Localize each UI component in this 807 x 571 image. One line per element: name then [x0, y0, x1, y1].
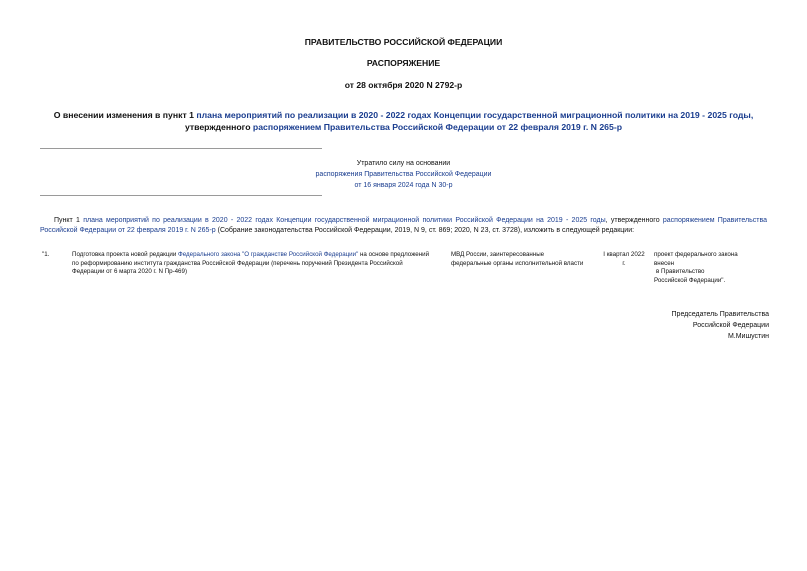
signature-block	[640, 309, 769, 342]
lost-force-link-2[interactable]: от 16 января 2024 года N 30-р	[354, 182, 453, 189]
row-term	[601, 251, 647, 268]
result-line3: в Правительство	[656, 268, 705, 276]
para-order-link[interactable]: распоряжением Правительства Российской Федерации от 22 февраля 2019 г. N 265-р	[40, 217, 768, 234]
result-line2: внесен	[654, 259, 675, 267]
lost-force-line1: Утратило силу на основании	[356, 160, 451, 167]
signature-name: М.Мишустин	[727, 333, 769, 340]
signature-country: Российской Федерации	[692, 322, 769, 329]
title-order-link[interactable]: распоряжением Правительства Российской Федерации от 22 февраля 2019 г. N 265-р	[252, 122, 623, 132]
row-number: "1.	[42, 251, 50, 258]
lost-force-note	[300, 158, 507, 191]
citizenship-law-link[interactable]: Федерального закона "О гражданстве Российской Федерации"	[178, 251, 359, 258]
para-plan-link[interactable]: плана мероприятий по реализации в 2020 - 2022 годах Концепции государственной миграционной политики Российской Федерации на 2019 - 2025 годы	[83, 217, 606, 224]
document-date: от 28 октября 2020 N 2792-р	[344, 80, 463, 90]
title-plan-link[interactable]: плана мероприятий по реализации в 2020 - 2022 годах Концепции государственной миграционной политики на 2019 - 2025 годы,	[196, 110, 754, 120]
executors-line1: МВД России, заинтересованные	[451, 251, 545, 258]
row-desc-text-2: на основе предложений по реформированию института гражданства Российской Федерации (перечень поручений Президента Российской Федерации от 6 марта 2020 г. N Пр-469)	[72, 251, 430, 276]
result-line1: проект федерального закона	[654, 251, 738, 258]
executors-line2: федеральные органы исполнительной власти	[451, 259, 584, 267]
amendment-paragraph	[40, 216, 767, 236]
para-text-1: Пункт 1	[54, 217, 84, 224]
document-type: РАСПОРЯЖЕНИЕ	[366, 58, 441, 68]
result-line4: Российской Федерации".	[654, 276, 726, 284]
title-text-2: утвержденного	[184, 122, 253, 132]
lost-force-link-1[interactable]: распоряжения Правительства Российской Федерации	[315, 171, 492, 178]
row-executors	[451, 251, 601, 268]
term-line1: I квартал 2022	[603, 251, 645, 258]
government-heading: ПРАВИТЕЛЬСТВО РОССИЙСКОЙ ФЕДЕРАЦИИ	[304, 37, 503, 47]
divider-bottom	[40, 195, 322, 196]
title-text-1: О внесении изменения в пункт 1	[53, 110, 197, 120]
document-title	[40, 109, 767, 133]
divider-top	[40, 148, 322, 149]
term-line2: г.	[622, 259, 626, 267]
signature-position: Председатель Правительства	[671, 311, 769, 318]
para-text-3: (Собрание законодательства Российской Федерации, 2019, N 9, ст. 869; 2020, N 23, ст. 3728), изложить в следующей редакции:	[215, 227, 635, 234]
row-desc-text-1: Подготовка проекта новой редакции	[72, 251, 179, 258]
row-result	[654, 251, 769, 285]
row-description	[72, 251, 432, 277]
para-text-2: , утвержденного	[605, 217, 663, 224]
